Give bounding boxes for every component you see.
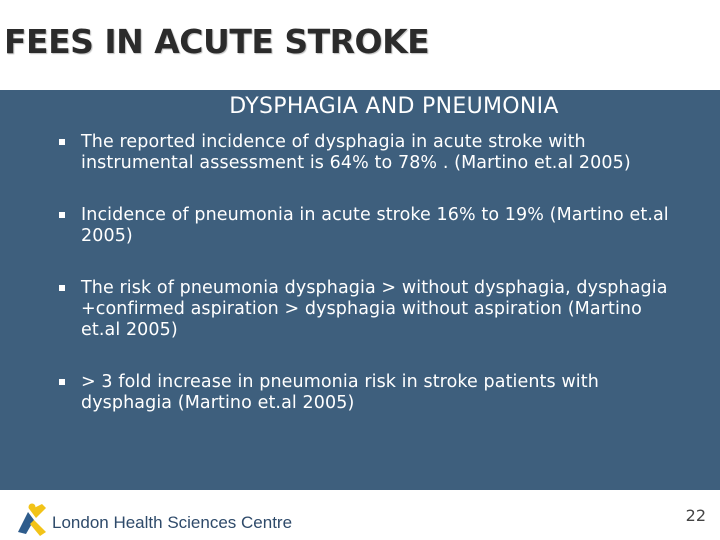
bullet-item <box>0 372 720 414</box>
square-bullet-icon <box>59 139 65 145</box>
slide-subtitle: DYSPHAGIA AND PNEUMONIA <box>229 94 559 119</box>
page-number: 22 <box>685 506 706 525</box>
bullet-text: > 3 fold increase in pneumonia risk in stroke patients with dysphagia (Martino et.al 2005) <box>81 372 599 413</box>
bullet-item <box>0 278 720 341</box>
square-bullet-icon <box>59 379 65 385</box>
footer-logo <box>12 500 312 540</box>
bullet-item <box>0 205 720 247</box>
bullet-list <box>0 132 720 445</box>
square-bullet-icon <box>59 285 65 291</box>
bullet-text: Incidence of pneumonia in acute stroke 16% to 19% (Martino et.al 2005) <box>81 205 669 246</box>
bullet-text: The risk of pneumonia dysphagia > without dysphagia, dysphagia +confirmed aspiration > dysphagia without aspiration (Martino et.al 2005) <box>81 278 668 340</box>
square-bullet-icon <box>59 212 65 218</box>
lhsc-logo-icon <box>12 500 52 540</box>
organization-name: London Health Sciences Centre <box>52 513 293 532</box>
bullet-item <box>0 132 720 174</box>
content-panel <box>0 90 720 490</box>
bullet-text: The reported incidence of dysphagia in acute stroke with instrumental assessment is 64% to 78% . (Martino et.al 2005) <box>81 132 631 173</box>
slide-title: FEES IN ACUTE STROKE <box>4 22 430 61</box>
